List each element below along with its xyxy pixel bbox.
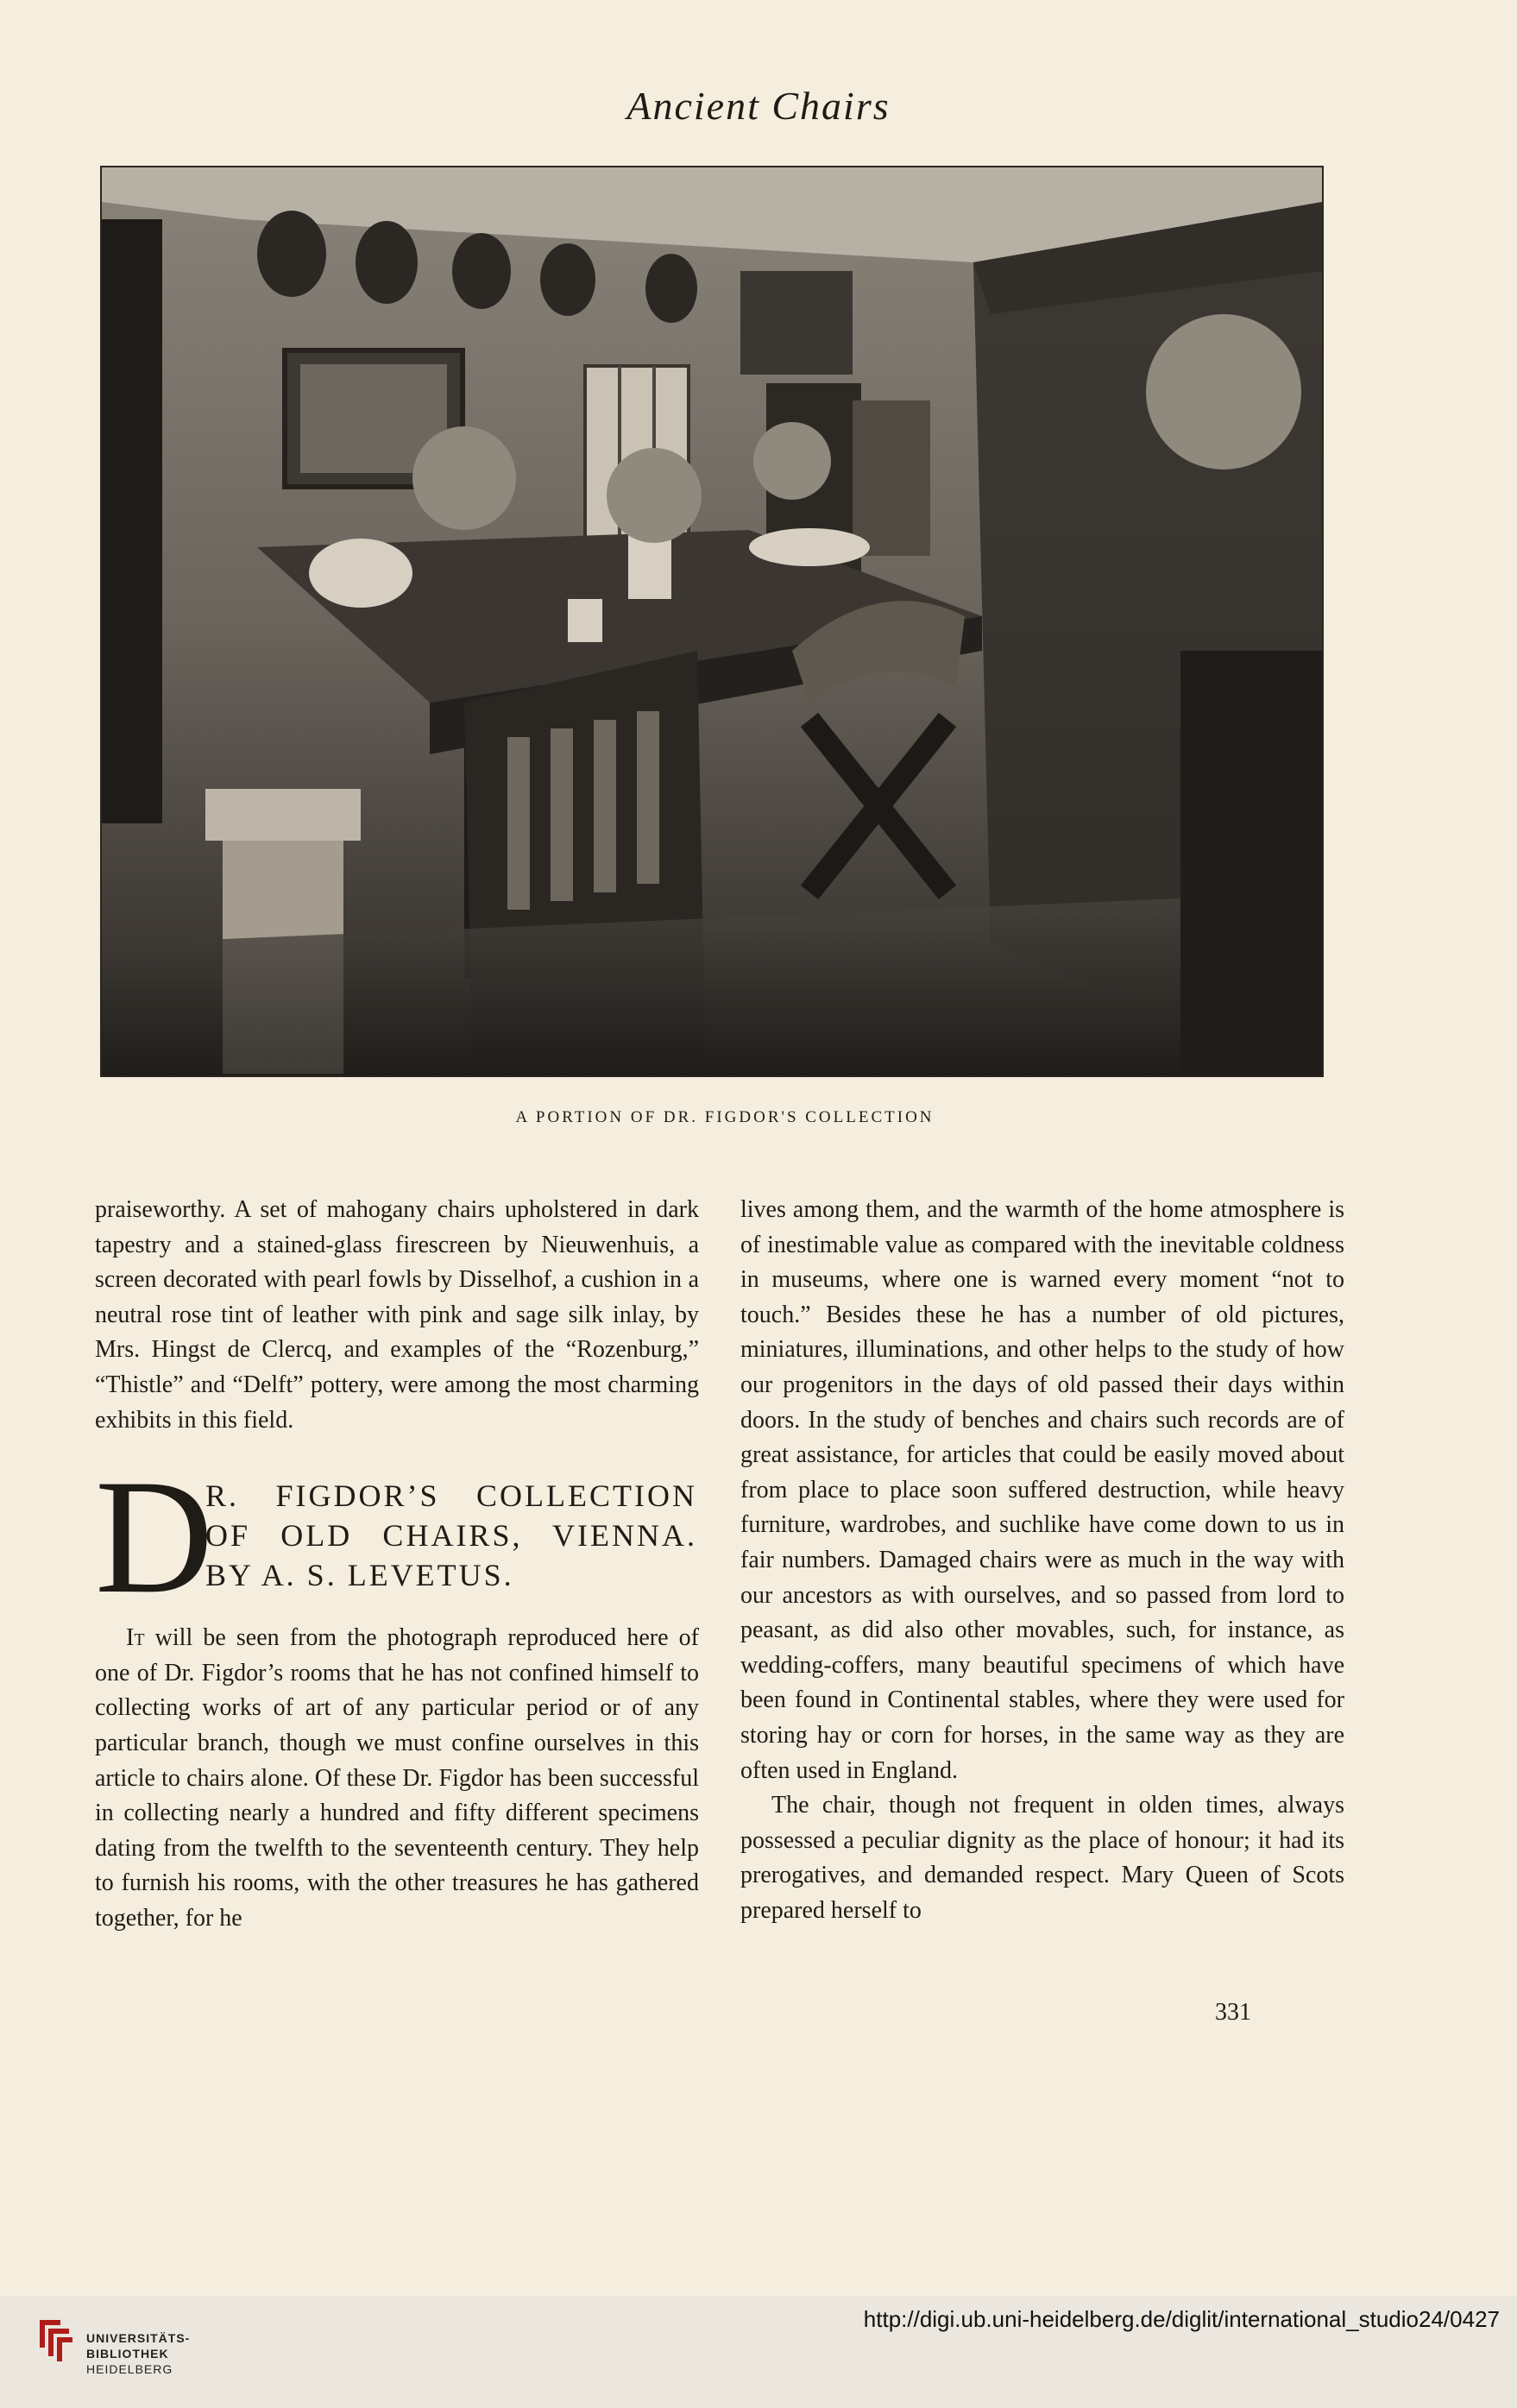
right-paragraph-2: The chair, though not frequent in olden times, always possessed a peculiar dignity as the place of honour; it had its prerogatives, and demanded respect. Mary Queen of Scots prepared herself to <box>740 1792 1344 1924</box>
left-paragraph-1: praiseworthy. A set of mahogany chairs upholstered in dark tapestry and a stained-glass firescreen by Nieuwenhuis, a screen decorated with pearl fowls by Disselhof, a cushion in a neutral rose tint of leather with pink and sage silk inlay, by Mrs. Hingst de Clercq, and examples of the “Rozenburg,” “Thistle” and “Delft” pottery, were among the most charming exhibits in this field. <box>95 1196 699 1434</box>
article-heading <box>95 1447 699 1629</box>
library-name <box>86 2330 190 2377</box>
library-name-line-2: BIBLIOTHEK <box>86 2347 169 2361</box>
drop-cap: D <box>95 1447 214 1629</box>
photo-caption: A PORTION OF DR. FIGDOR'S COLLECTION <box>515 1108 935 1126</box>
paragraph-lead-word: It <box>126 1624 145 1652</box>
photograph-of-room-interior-icon <box>102 167 1322 1075</box>
page-number: 331 <box>1215 1999 1251 2026</box>
library-name-line-1: UNIVERSITÄTS- <box>86 2331 191 2345</box>
heading-line-1: R. FIGDOR’S COLLECTION <box>205 1478 697 1514</box>
left-paragraph-2 <box>95 1621 699 1936</box>
heading-line-2: OF OLD CHAIRS, VIENNA. <box>205 1518 697 1554</box>
running-head: Ancient Chairs <box>626 84 891 128</box>
left-paragraph-2-text: will be seen from the photograph reproduced here of one of Dr. Figdor’s rooms that he has not confined himself to collecting works of art of any particular period or of any particular branch, though we must confine ourselves in this article to chairs alone. Of these Dr. Figdor has been successful in collecting nearly a hundred and fifty different specimens dating from the twelfth to the seventeenth century. They help to furnish his rooms, with the other treasures he has gathered together, for he <box>95 1624 699 1932</box>
source-url-link[interactable]: http://digi.ub.uni-heidelberg.de/diglit/international_studio24/0427 <box>863 2306 1500 2332</box>
library-name-line-3: HEIDELBERG <box>86 2362 173 2376</box>
left-column <box>95 1193 699 1937</box>
right-paragraph-1: lives among them, and the warmth of the home atmosphere is of inestimable value as compared with the inevitable coldness in museums, where one is warned every moment “not to touch.” Besides these he has a number of old pictures, miniatures, illuminations, and other helps to the study of how our progenitors in the days of old passed their days within doors. In the study of benches and chairs such records are of great assistance, for articles that could be easily moved about from place to place soon suffered destruction, while heavy furniture, wardrobes, and suchlike have come down to us in fair numbers. Damaged chairs were as much in the way with our ancestors as with ourselves, and so passed from lord to peasant, as did also other movables, such, for instance, as wedding-coffers, many beautiful specimens of which have been found in Continental stables, where they were used for storing hay or corn for horses, in the same way as they are often used in England. <box>740 1196 1344 1784</box>
room-photograph <box>100 166 1324 1077</box>
heading-byline: BY A. S. LEVETUS. <box>205 1558 514 1593</box>
right-column <box>740 1193 1344 1928</box>
university-library-logo-icon <box>35 2313 78 2365</box>
